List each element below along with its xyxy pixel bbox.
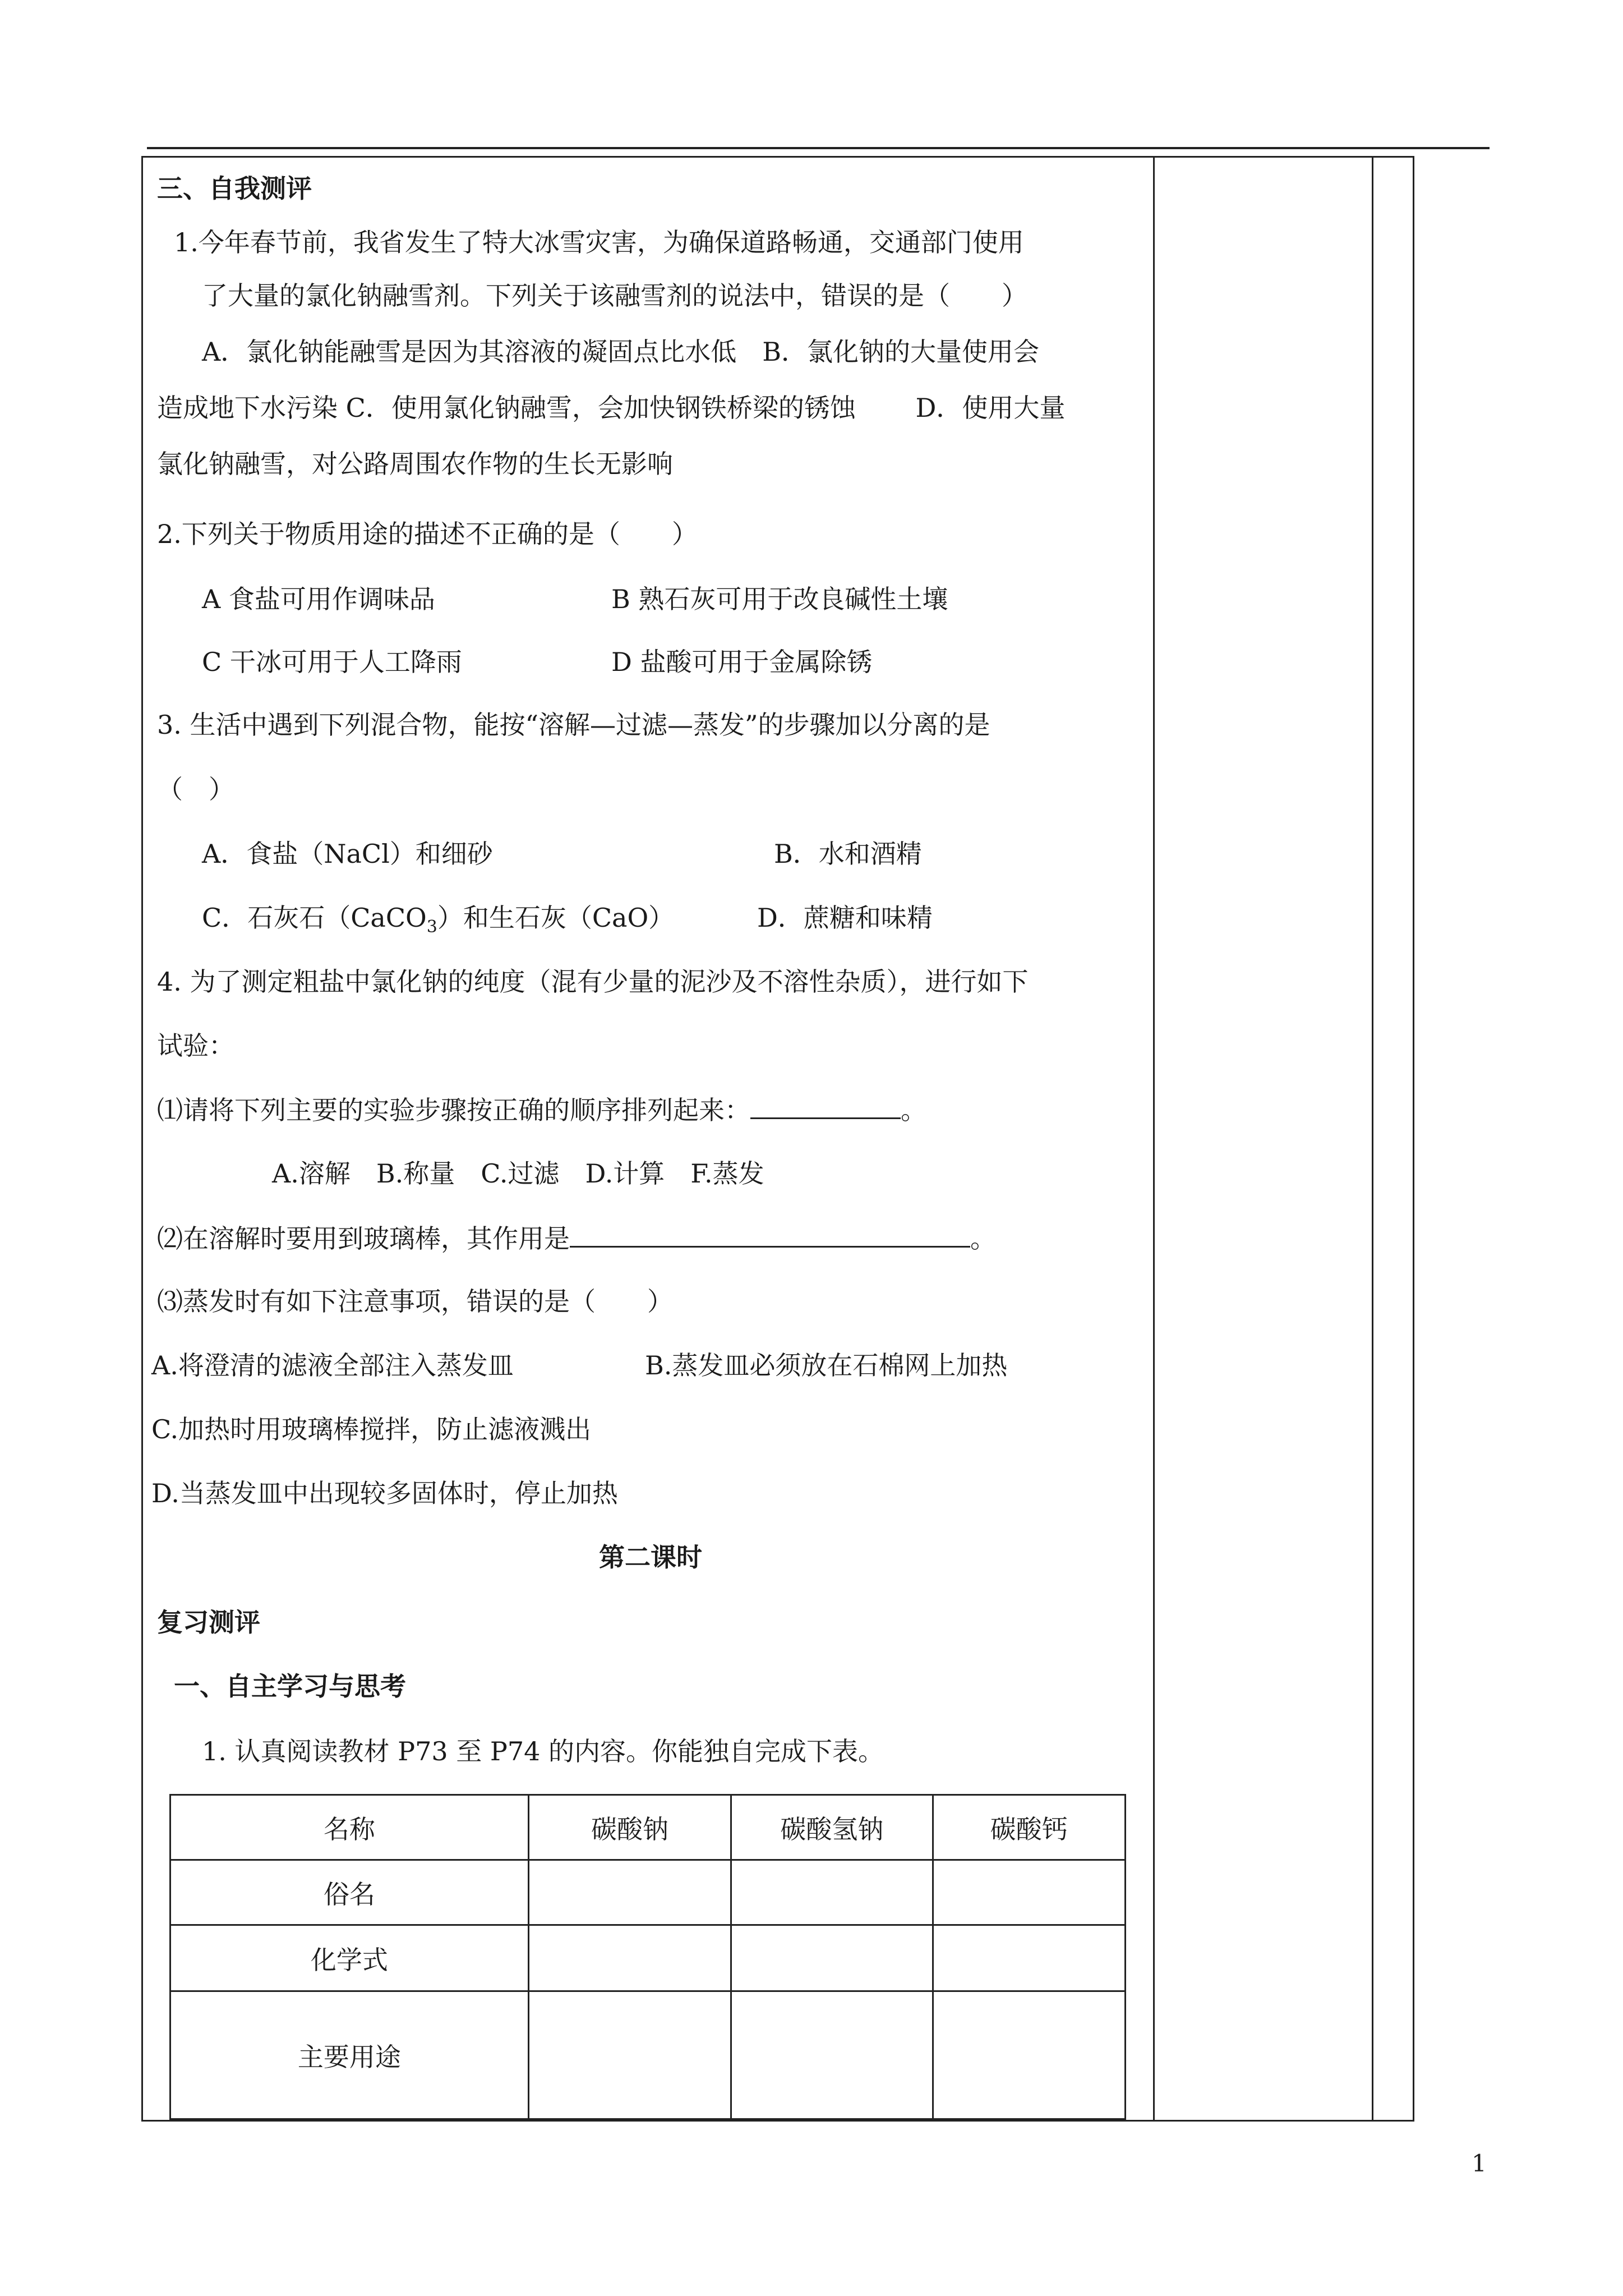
q1-line1: 1.今年春节前，我省发生了特大冰雪灾害，为确保道路畅通，交通部门使用 bbox=[174, 227, 1024, 257]
column-divider-1 bbox=[1153, 156, 1155, 2122]
q4-part1-text: ⑴请将下列主要的实验步骤按正确的顺序排列起来： bbox=[157, 1095, 750, 1125]
self-study-title: 一、自主学习与思考 bbox=[174, 1671, 406, 1701]
q4-stem1: 4. 为了测定粗盐中氯化钠的纯度（混有少量的泥沙及不溶性杂质），进行如下 bbox=[157, 967, 1029, 997]
table-row-label: 化学式 bbox=[170, 1925, 529, 1991]
q2-stem: 2.下列关于物质用途的描述不正确的是（ ） bbox=[157, 519, 698, 549]
q1-line5: 氯化钠融雪，对公路周围农作物的生长无影响 bbox=[157, 449, 673, 479]
q4-option-c: C.加热时用玻璃棒搅拌，防止滤液溅出 bbox=[151, 1414, 592, 1444]
q2-option-b: B 熟石灰可用于改良碱性土壤 bbox=[611, 584, 948, 614]
q3-stem: 3. 生活中遇到下列混合物，能按“溶解—过滤—蒸发”的步骤加以分离的是 bbox=[157, 710, 990, 740]
q4-part3: ⑶蒸发时有如下注意事项，错误的是（ ） bbox=[157, 1286, 673, 1317]
table-header-cell: 碳酸钠 bbox=[528, 1795, 731, 1860]
q1-line2: 了大量的氯化钠融雪剂。下列关于该融雪剂的说法中，错误的是（ ） bbox=[202, 280, 1027, 311]
q4-part2 bbox=[157, 1220, 996, 1257]
table-row bbox=[170, 1991, 1126, 2119]
q4-steps: A.溶解 B.称量 C.过滤 D.计算 F.蒸发 bbox=[272, 1158, 764, 1189]
q4-part1-blank[interactable] bbox=[750, 1092, 901, 1119]
q4-part2-end: 。 bbox=[970, 1223, 996, 1254]
q3-option-c bbox=[202, 900, 674, 945]
q3-option-b: B．水和酒精 bbox=[774, 839, 922, 869]
page-number: 1 bbox=[1472, 2150, 1487, 2177]
q4-option-b: B.蒸发皿必须放在石棉网上加热 bbox=[645, 1350, 1008, 1381]
table-cell[interactable] bbox=[731, 1991, 933, 2119]
q2-option-c: C 干冰可用于人工降雨 bbox=[202, 647, 462, 677]
table-header-row bbox=[170, 1795, 1126, 1860]
table-row-label: 俗名 bbox=[170, 1860, 529, 1925]
table-cell[interactable] bbox=[731, 1860, 933, 1925]
carbonate-table bbox=[169, 1794, 1126, 2120]
table-header-cell: 碳酸钙 bbox=[933, 1795, 1125, 1860]
q2-option-d: D 盐酸可用于金属除锈 bbox=[611, 647, 873, 677]
q3-option-d: D．蔗糖和味精 bbox=[757, 903, 933, 933]
review-title: 复习测评 bbox=[157, 1607, 260, 1637]
q1-line3: A．氯化钠能融雪是因为其溶液的凝固点比水低 B．氯化钠的大量使用会 bbox=[202, 337, 1040, 367]
table-cell[interactable] bbox=[933, 1925, 1125, 1991]
table-header-cell: 碳酸氢钠 bbox=[731, 1795, 933, 1860]
q4-option-d: D.当蒸发皿中出现较多固体时，停止加热 bbox=[151, 1478, 618, 1508]
q3-option-c-pre: C．石灰石（CaCO bbox=[202, 903, 427, 933]
column-divider-2 bbox=[1372, 156, 1373, 2122]
q4-part1-end: 。 bbox=[901, 1095, 926, 1125]
q3-option-a: A．食盐（NaCl）和细砂 bbox=[202, 839, 493, 869]
q4-part2-blank[interactable] bbox=[570, 1220, 970, 1248]
task1-text: 1. 认真阅读教材 P73 至 P74 的内容。你能独自完成下表。 bbox=[202, 1736, 884, 1766]
section-title: 三、自我测评 bbox=[157, 173, 312, 204]
table-row bbox=[170, 1860, 1126, 1925]
table-cell[interactable] bbox=[731, 1925, 933, 1991]
table-cell[interactable] bbox=[933, 1860, 1125, 1925]
table-cell[interactable] bbox=[528, 1991, 731, 2119]
lesson2-title: 第二课时 bbox=[599, 1542, 702, 1572]
table-cell[interactable] bbox=[528, 1925, 731, 1991]
q3-option-c-post: ）和生石灰（CaO） bbox=[437, 903, 675, 933]
q4-part2-text: ⑵在溶解时要用到玻璃棒，其作用是 bbox=[157, 1223, 570, 1254]
q2-option-a: A 食盐可用作调味品 bbox=[202, 584, 435, 614]
table-cell[interactable] bbox=[528, 1860, 731, 1925]
q1-line4: 造成地下水污染 C．使用氯化钠融雪，会加快钢铁桥梁的锈蚀 D．使用大量 bbox=[157, 393, 1066, 423]
table-header-cell: 名称 bbox=[170, 1795, 529, 1860]
q4-part1 bbox=[157, 1092, 926, 1128]
q4-option-a: A.将澄清的滤液全部注入蒸发皿 bbox=[151, 1350, 514, 1381]
table-cell[interactable] bbox=[933, 1991, 1125, 2119]
table-row bbox=[170, 1925, 1126, 1991]
q3-option-c-sub: 3 bbox=[426, 917, 437, 937]
q4-stem2: 试验： bbox=[157, 1030, 234, 1061]
q3-paren: （ ） bbox=[157, 774, 234, 804]
table-row-label: 主要用途 bbox=[170, 1991, 529, 2119]
top-rule bbox=[147, 147, 1490, 149]
